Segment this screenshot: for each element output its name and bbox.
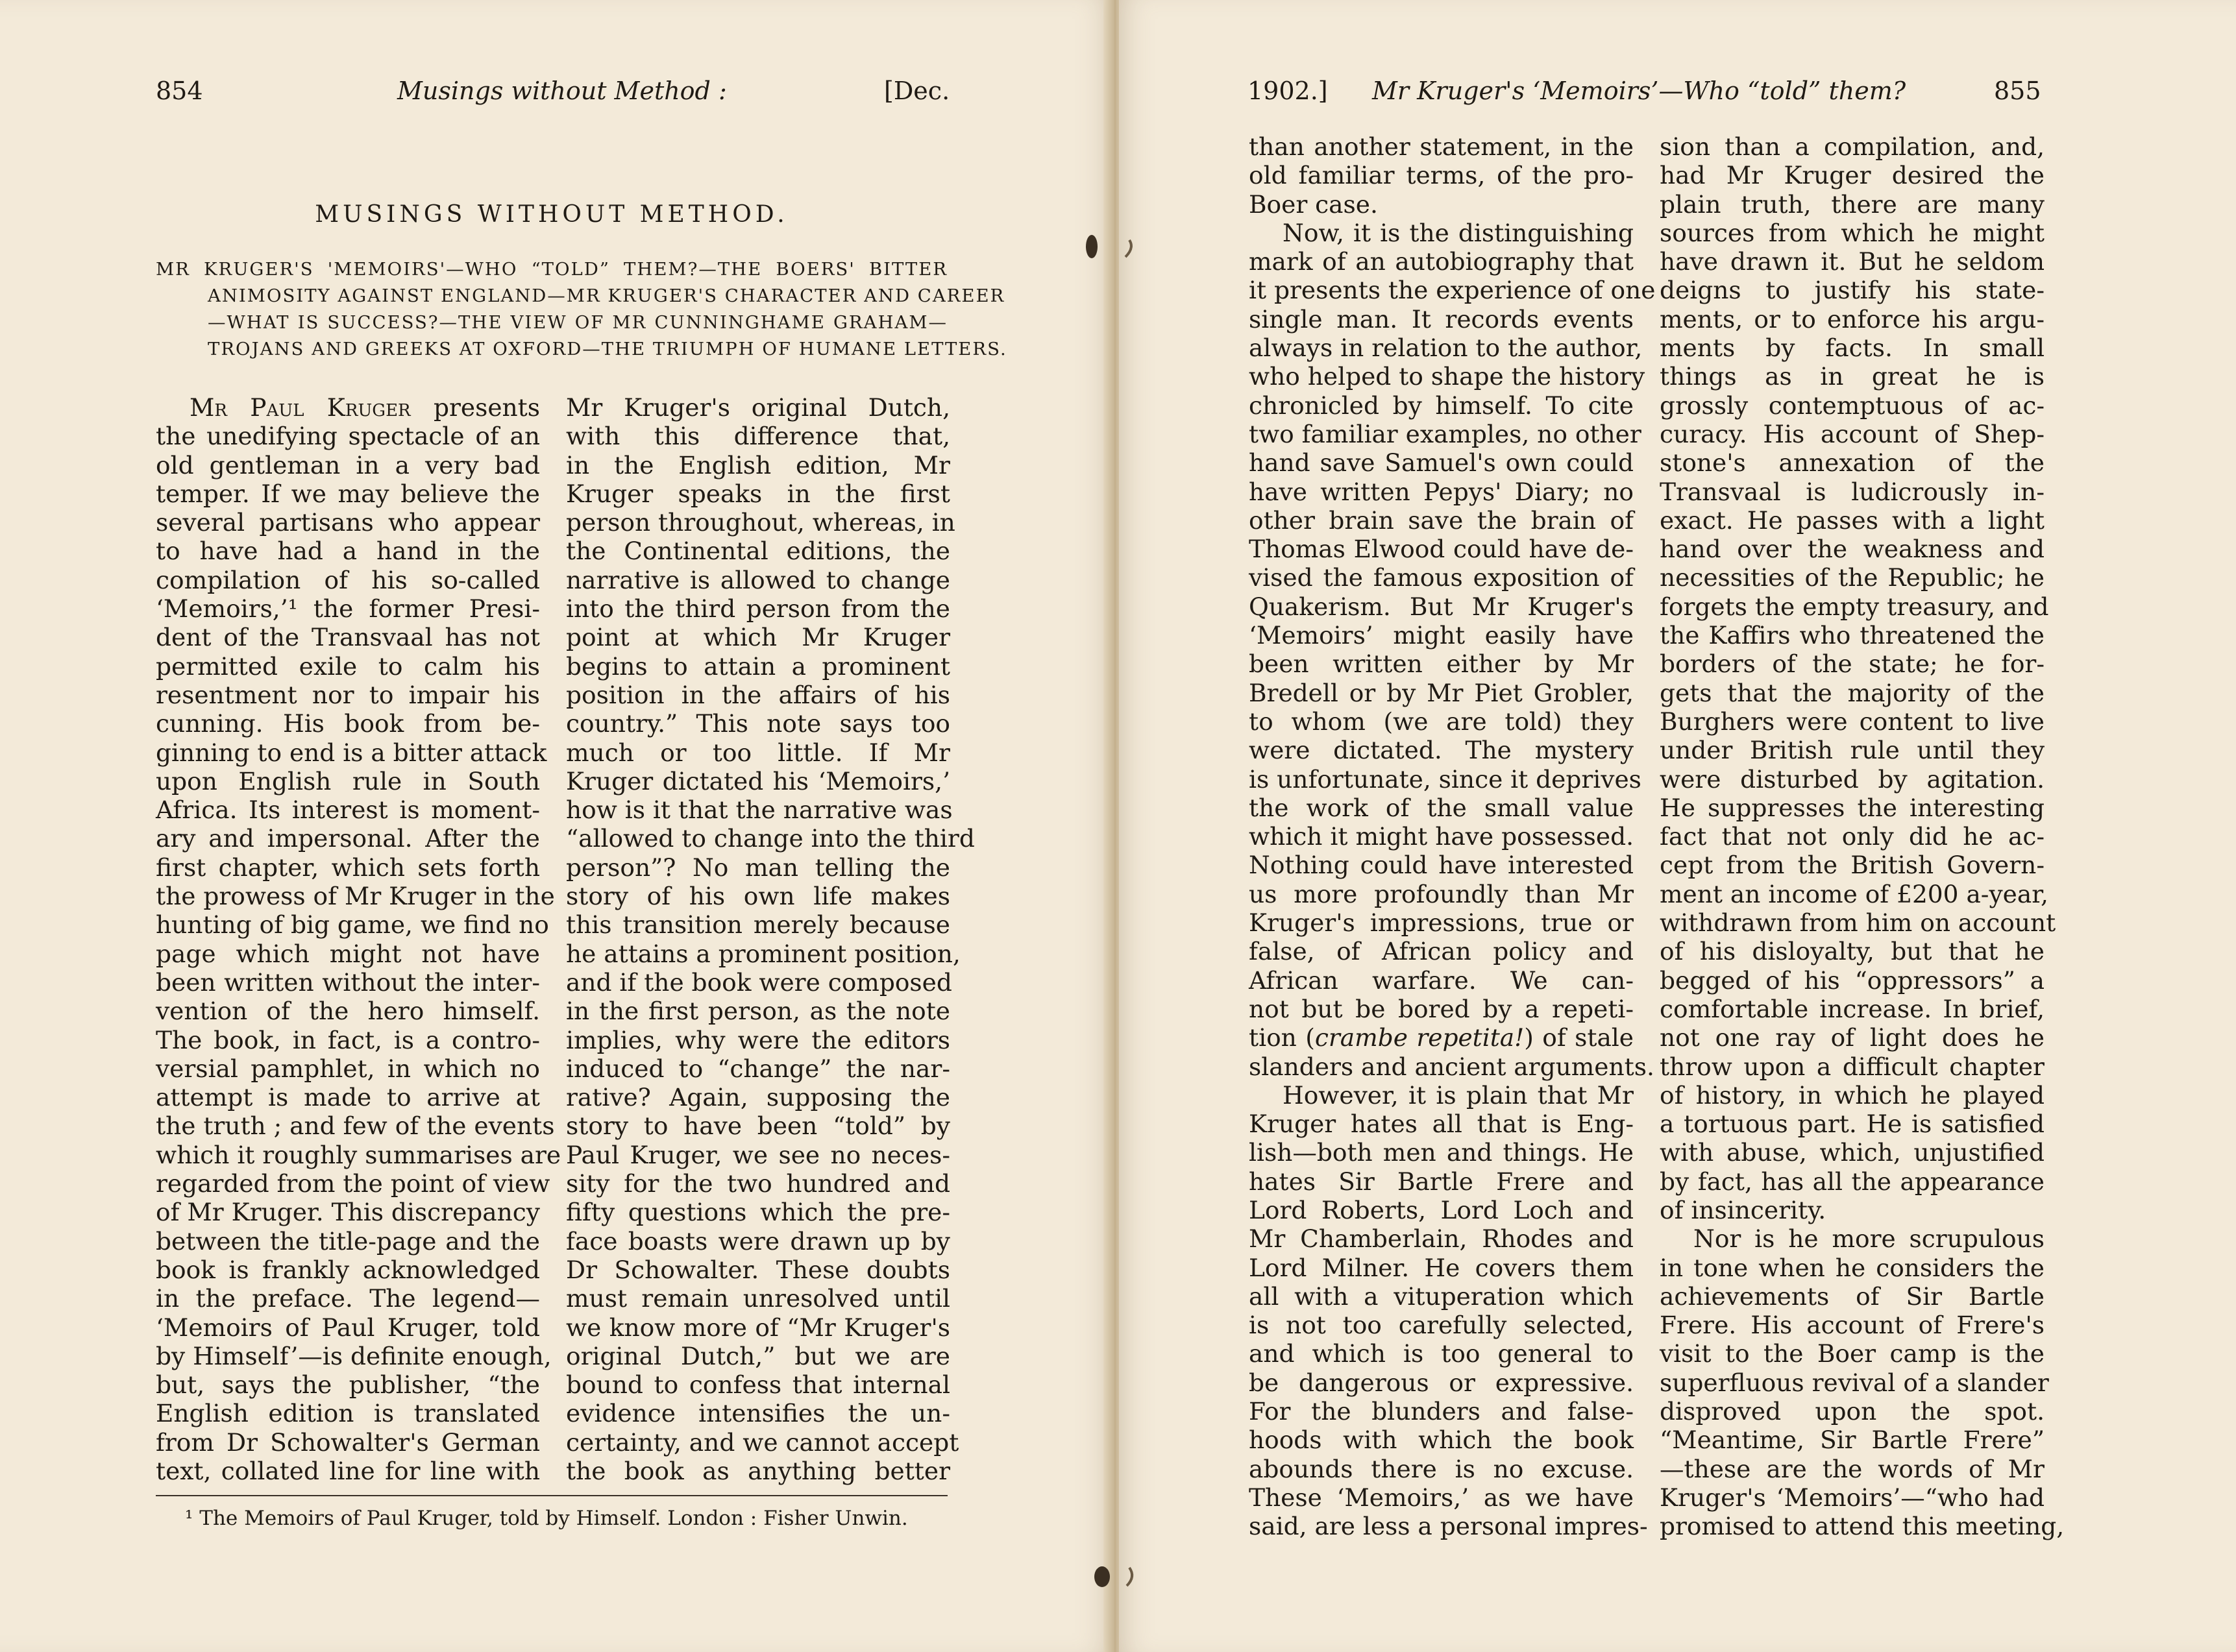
text-line: vised the famous exposition of (1249, 563, 1634, 592)
text-line: mark of an autobiography that (1249, 247, 1634, 276)
text-line: the Continental editions, the (566, 537, 950, 566)
text-line: Lord Roberts, Lord Loch and (1249, 1195, 1634, 1224)
text-line: book is frankly acknowledged (156, 1255, 540, 1284)
text-line: other brain save the brain of (1249, 505, 1634, 535)
text-line: grossly contemptuous of ac- (1660, 391, 2045, 420)
text-line: plain truth, there are many (1660, 189, 2045, 219)
text-line: old familiar terms, of the pro- (1249, 161, 1634, 190)
text-line: necessities of the Republic; he (1660, 563, 2045, 592)
text-line: text, collated line for line with (156, 1456, 540, 1485)
text-line: of history, in which he played (1660, 1080, 2045, 1110)
text-line: attempt is made to arrive at (156, 1083, 540, 1112)
text-line: under British rule until they (1660, 736, 2045, 765)
text-line: promised to attend this meeting, (1660, 1512, 2065, 1541)
text-line: had Mr Kruger desired the (1660, 161, 2045, 190)
text-line: borders of the state; he for- (1660, 650, 2045, 679)
text-line: of his disloyalty, but that he (1660, 937, 2045, 966)
footnote: ¹ The Memoirs of Paul Kruger, told by Himself. London : Fisher Unwin. (185, 1507, 908, 1530)
right-column-1 (1249, 132, 1656, 1541)
text-line: However, it is plain that Mr (1283, 1080, 1634, 1110)
text-line: the book as anything better (566, 1456, 950, 1485)
text-line: not but be bored by a repeti- (1249, 994, 1634, 1023)
text-line: person throughout, whereas, in (566, 508, 955, 537)
text-line: in the preface. The legend— (156, 1284, 540, 1313)
left-page (0, 0, 1111, 1652)
text-line: point at which Mr Kruger (566, 623, 950, 652)
binding-thread-mark (1083, 1551, 1154, 1603)
text-line: things as in great he is (1660, 362, 2045, 391)
text-line: “Meantime, Sir Bartle Frere” (1660, 1426, 2045, 1455)
text-line: from Dr Schowalter's German (156, 1427, 540, 1457)
text-line: Transvaal is ludicrously in- (1660, 477, 2045, 506)
text-line: forgets the empty treasury, and (1660, 592, 2049, 621)
left-running-date: [Dec. (884, 77, 950, 105)
text-line: by Himself’—is definite enough, (156, 1341, 552, 1370)
text-line: in the first person, as the note (566, 997, 950, 1026)
text-line: and if the book were composed (566, 967, 952, 997)
text-line: Nothing could have interested (1249, 851, 1634, 880)
text-line: rative? Again, supposing the (566, 1083, 950, 1112)
text-line: false, of African policy and (1249, 937, 1634, 966)
text-line: —these are the words of Mr (1660, 1454, 2045, 1483)
text-line: this transition merely because (566, 910, 950, 940)
text-line: to have had a hand in the (156, 537, 540, 566)
text-line: ‘Memoirs of Paul Kruger, told (156, 1313, 540, 1342)
text-line: chronicled by himself. To cite (1249, 391, 1634, 420)
text-line: These ‘Memoirs,’ as we have (1249, 1483, 1634, 1512)
text-line: Kruger's ‘Memoirs’—“who had (1660, 1483, 2045, 1512)
text-line: story of his own life makes (566, 882, 950, 911)
text-line: in tone when he considers the (1660, 1253, 2045, 1282)
text-line: hunting of big game, we find no (156, 910, 549, 940)
text-line: to whom (we are told) they (1249, 707, 1634, 736)
text-line: temper. If we may believe the (156, 479, 540, 508)
right-page (1119, 0, 2236, 1652)
text-line: Africa. Its interest is moment- (156, 796, 540, 825)
right-page-number: 855 (1994, 77, 2041, 105)
text-line: slanders and ancient arguments. (1249, 1052, 1654, 1081)
text-line: in the English edition, Mr (566, 450, 950, 480)
text-line: of Mr Kruger. This discrepancy (156, 1198, 540, 1227)
text-line: deigns to justify his state- (1660, 276, 2045, 305)
text-line: throw upon a difficult chapter (1660, 1052, 2045, 1081)
right-running-date: 1902.] (1247, 77, 1328, 105)
text-line: evidence intensifies the un- (566, 1399, 950, 1428)
text-line: disproved upon the spot. (1660, 1397, 2045, 1426)
text-line: bound to confess that internal (566, 1370, 950, 1400)
text-line: Thomas Elwood could have de- (1249, 535, 1634, 564)
subhead-line: MR KRUGER'S 'MEMOIRS'—WHO “TOLD” THEM?—THE BOERS' BITTER (156, 259, 948, 280)
text-line: the prowess of Mr Kruger in the (156, 882, 555, 911)
text-line: the unedifying spectacle of an (156, 422, 540, 451)
text-line: Now, it is the distinguishing (1283, 218, 1634, 247)
text-line: permitted exile to calm his (156, 651, 540, 681)
text-line: which it might have possessed. (1249, 822, 1634, 851)
text-line: Kruger's impressions, true or (1249, 908, 1634, 938)
text-line: Mr Chamberlain, Rhodes and (1249, 1224, 1634, 1254)
left-column-1 (156, 393, 561, 1485)
text-line: Burghers were content to live (1660, 707, 2045, 736)
text-line: have written Pepys' Diary; no (1249, 477, 1634, 506)
text-line: dent of the Transvaal has not (156, 623, 540, 652)
text-line: narrative is allowed to change (566, 565, 950, 594)
left-column-2 (566, 393, 975, 1485)
text-line: story to have been “told” by (566, 1111, 950, 1141)
text-line: ginning to end is a bitter attack (156, 738, 547, 767)
text-line: Bredell or by Mr Piet Grobler, (1249, 678, 1634, 707)
text-line: several partisans who appear (156, 508, 540, 537)
text-line: the work of the small value (1249, 793, 1634, 822)
text-line: Paul Kruger, we see no neces- (566, 1140, 950, 1169)
text-line: Boer case. (1249, 189, 1378, 219)
text-line: comfortable increase. In brief, (1660, 994, 2045, 1023)
text-line: Nor is he more scrupulous (1693, 1224, 2045, 1254)
text-line: it presents the experience of one (1249, 276, 1656, 305)
text-line: which it roughly summarises are (156, 1140, 561, 1169)
opening-line (156, 393, 540, 422)
text-line: is not too carefully selected, (1249, 1311, 1634, 1340)
text-line: he attains a prominent position, (566, 939, 961, 968)
text-line: position in the affairs of his (566, 680, 950, 709)
text-line: cept from the British Govern- (1660, 851, 2045, 880)
text-line: superfluous revival of a slander (1660, 1368, 2049, 1397)
text-line: The book, in fact, is a contro- (156, 1025, 540, 1054)
text-line: of insincerity. (1660, 1195, 1826, 1224)
text-line: Kruger dictated his ‘Memoirs,’ (566, 766, 950, 796)
text-line: than another statement, in the (1249, 132, 1634, 161)
text-line: induced to “change” the nar- (566, 1054, 950, 1083)
text-line: cunning. His book from be- (156, 709, 540, 738)
text-line: Lord Milner. He covers them (1249, 1253, 1634, 1282)
text-line: compilation of his so-called (156, 565, 540, 594)
subhead-line: —WHAT IS SUCCESS?—THE VIEW OF MR CUNNINGHAME GRAHAM— (208, 312, 948, 333)
text-line: withdrawn from him on account (1660, 908, 2056, 938)
text-line: ments by facts. In small (1660, 334, 2045, 363)
text-line: a tortuous part. He is satisfied (1660, 1110, 2045, 1139)
article-subhead (156, 256, 1007, 363)
text-line: gets that the majority of the (1660, 678, 2045, 707)
text-line: tion (crambe repetita!) of stale (1249, 1023, 1634, 1052)
text-line: we know more of “Mr Kruger's (566, 1313, 950, 1342)
text-line: single man. It records events (1249, 304, 1634, 334)
text-line: must remain unresolved until (566, 1284, 950, 1313)
text-line: African warfare. We can- (1249, 966, 1634, 995)
text-line: us more profoundly than Mr (1249, 879, 1634, 908)
opening-words: Mr Paul Kruger (190, 393, 411, 422)
text-line: into the third person from the (566, 594, 950, 624)
text-line: were disturbed by agitation. (1660, 764, 2045, 794)
text-line: Quakerism. But Mr Kruger's (1249, 592, 1634, 621)
text-line: abounds there is no excuse. (1249, 1454, 1634, 1483)
left-page-number: 854 (156, 77, 203, 105)
text-line: all with a vituperation which (1249, 1282, 1634, 1311)
text-line: sion than a compilation, and, (1660, 132, 2045, 161)
text-line: He suppresses the interesting (1660, 793, 2045, 822)
text-line: with abuse, which, unjustified (1660, 1138, 2045, 1167)
text-line: ments, or to enforce his argu- (1660, 304, 2045, 334)
text-line: country.” This note says too (566, 709, 950, 738)
text-line: been written without the inter- (156, 967, 540, 997)
text-line: stone's annexation of the (1660, 448, 2045, 478)
text-line: the Kaffirs who threatened the (1660, 621, 2045, 650)
text-line: ary and impersonal. After the (156, 824, 540, 853)
text-line: two familiar examples, no other (1249, 419, 1641, 448)
text-line: the truth ; and few of the events (156, 1111, 555, 1141)
text-line: certainty, and we cannot accept (566, 1427, 959, 1457)
text-line: between the title-page and the (156, 1226, 540, 1256)
text-line: by fact, has all the appearance (1660, 1167, 2045, 1196)
text-line: old gentleman in a very bad (156, 450, 540, 480)
text-line: person”? No man telling the (566, 853, 950, 882)
text-line: how is it that the narrative was (566, 796, 953, 825)
text-line: who helped to shape the history (1249, 362, 1645, 391)
text-line: much or too little. If Mr (566, 738, 950, 767)
text-line: implies, why were the editors (566, 1025, 950, 1054)
text-line: Kruger speaks in the first (566, 479, 950, 508)
text-line: vention of the hero himself. (156, 997, 540, 1026)
text-line: ‘Memoirs,’¹ the former Presi- (156, 594, 540, 624)
text-line: hoods with which the book (1249, 1426, 1634, 1455)
text-line: said, are less a personal impres- (1249, 1512, 1648, 1541)
text-line: “allowed to change into the third (566, 824, 975, 853)
text-line: been written either by Mr (1249, 650, 1634, 679)
article-title: MUSINGS WITHOUT METHOD. (315, 201, 789, 228)
subhead-line: TROJANS AND GREEKS AT OXFORD—THE TRIUMPH OF HUMANE LETTERS. (208, 339, 1007, 359)
text-line: with this difference that, (566, 422, 950, 451)
text-line: upon English rule in South (156, 766, 540, 796)
right-column-2 (1660, 132, 2065, 1541)
text-line: Dr Schowalter. These doubts (566, 1255, 950, 1284)
footnote-rule (156, 1495, 948, 1496)
text-line: hand over the weakness and (1660, 535, 2045, 564)
subhead-line: ANIMOSITY AGAINST ENGLAND—MR KRUGER'S CHARACTER AND CAREER (208, 285, 1005, 306)
text-line: versial pamphlet, in which no (156, 1054, 540, 1083)
binding-thread-mark (1077, 221, 1149, 273)
left-running-title: Musings without Method : (397, 77, 727, 105)
text-line: is unfortunate, since it deprives (1249, 764, 1641, 794)
opening-line-rest: presents (433, 393, 540, 422)
text-line: ment an income of £200 a-year, (1660, 879, 2048, 908)
text-line: always in relation to the author, (1249, 334, 1643, 363)
latin-phrase: crambe repetita! (1314, 1023, 1525, 1052)
text-line: hates Sir Bartle Frere and (1249, 1167, 1634, 1196)
text-line: face boasts were drawn up by (566, 1226, 950, 1256)
text-line: were dictated. The mystery (1249, 736, 1634, 765)
text-line: not one ray of light does he (1660, 1023, 2045, 1052)
text-line: curacy. His account of Shep- (1660, 419, 2045, 448)
text-line: Kruger hates all that is Eng- (1249, 1110, 1634, 1139)
text-line: be dangerous or expressive. (1249, 1368, 1634, 1397)
text-line: and which is too general to (1249, 1339, 1634, 1368)
text-line: For the blunders and false- (1249, 1397, 1634, 1426)
text-line: sources from which he might (1660, 218, 2045, 247)
text-line: sity for the two hundred and (566, 1169, 950, 1198)
right-running-title: Mr Kruger's ‘Memoirs’—Who “told” them? (1372, 77, 1906, 105)
text-line: Frere. His account of Frere's (1660, 1311, 2045, 1340)
text-line: exact. He passes with a light (1660, 505, 2045, 535)
text-line: hand save Samuel's own could (1249, 448, 1634, 478)
text-line: Mr Kruger's original Dutch, (566, 393, 950, 422)
text-line: fifty questions which the pre- (566, 1198, 950, 1227)
text-line: begged of his “oppressors” a (1660, 966, 2045, 995)
text-line: page which might not have (156, 939, 540, 968)
text-line: visit to the Boer camp is the (1660, 1339, 2045, 1368)
text-line: but, says the publisher, “the (156, 1370, 540, 1400)
text-line: begins to attain a prominent (566, 651, 950, 681)
text-line: have drawn it. But he seldom (1660, 247, 2045, 276)
text-line: resentment nor to impair his (156, 680, 540, 709)
text-line: original Dutch,” but we are (566, 1341, 950, 1370)
text-line: ‘Memoirs’ might easily have (1249, 621, 1634, 650)
text-line: achievements of Sir Bartle (1660, 1282, 2045, 1311)
text-line: first chapter, which sets forth (156, 853, 540, 882)
text-line: regarded from the point of view (156, 1169, 550, 1198)
text-line: lish—both men and things. He (1249, 1138, 1634, 1167)
text-line: English edition is translated (156, 1399, 540, 1428)
text-line: fact that not only did he ac- (1660, 822, 2045, 851)
